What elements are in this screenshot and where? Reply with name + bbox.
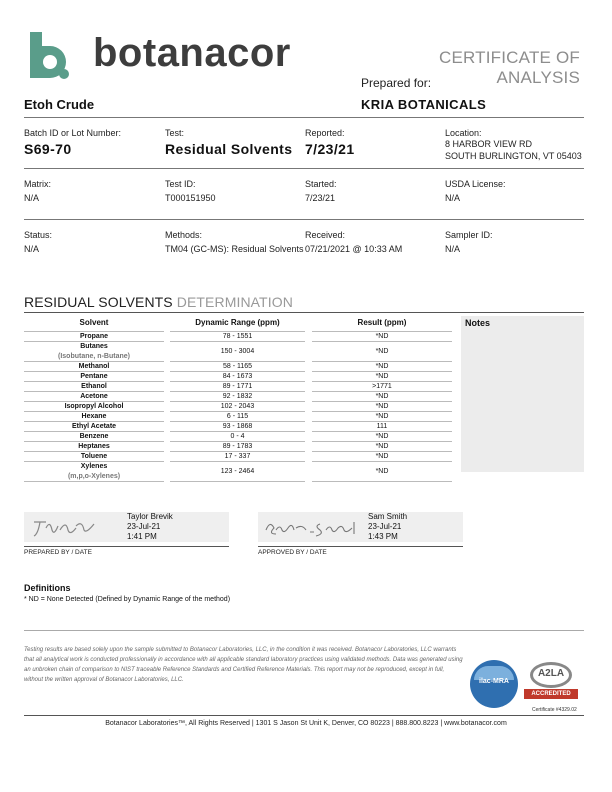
matrix-value: N/A	[24, 193, 40, 203]
prepared-signature-image	[30, 514, 100, 540]
solvent-name: Butanes	[80, 343, 108, 350]
definitions-title: Definitions	[24, 583, 71, 593]
row-divider	[312, 481, 452, 482]
reported-value: 7/23/21	[305, 141, 355, 157]
sampler-label: Sampler ID:	[445, 230, 493, 240]
result-value: *ND	[375, 363, 389, 370]
divider	[24, 630, 584, 631]
approved-time: 1:43 PM	[368, 532, 398, 541]
started-value: 7/23/21	[305, 193, 336, 203]
location-line1: 8 HARBOR VIEW RD	[445, 139, 533, 149]
usda-value: N/A	[445, 193, 461, 203]
ilac-logo-text: ilac-MRA	[479, 678, 509, 685]
dynamic-range: 89 - 1783	[222, 443, 253, 450]
a2la-logo-text: A2LA	[537, 668, 565, 679]
approved-date: 23-Jul-21	[368, 522, 402, 531]
result-value: *ND	[375, 333, 389, 340]
matrix-label: Matrix:	[24, 179, 51, 189]
solvent-name: Ethanol	[81, 383, 107, 390]
batch-value: S69-70	[24, 141, 72, 157]
row-divider	[312, 461, 452, 462]
testid-value: T000151950	[165, 193, 216, 203]
divider	[24, 168, 584, 169]
divider	[24, 117, 584, 118]
solvent-name: Xylenes	[80, 463, 108, 470]
dynamic-range: 0 - 4	[230, 433, 245, 440]
received-label: Received:	[305, 230, 346, 240]
notes-title: Notes	[465, 318, 491, 328]
row-divider	[170, 461, 305, 462]
test-value: Residual Solvents	[165, 141, 293, 157]
result-value: *ND	[375, 413, 389, 420]
section-title-sub: DETERMINATION	[176, 294, 293, 310]
approved-signature-image	[262, 514, 362, 540]
solvent-name: Toluene	[80, 453, 108, 460]
solvent-name: Benzene	[79, 433, 109, 440]
a2la-logo	[524, 662, 578, 702]
prepared-date: 23-Jul-21	[127, 522, 161, 531]
prepared-by-label: PREPARED BY / DATE	[24, 549, 92, 556]
ilac-mra-logo	[470, 660, 518, 708]
started-label: Started:	[305, 179, 337, 189]
result-value: *ND	[375, 468, 389, 475]
prepared-time: 1:41 PM	[127, 532, 157, 541]
dynamic-range: 123 - 2464	[220, 468, 255, 475]
solvent-name: Acetone	[80, 393, 108, 400]
definitions-text: * ND = None Detected (Defined by Dynamic Range of the method)	[24, 596, 231, 603]
section-title-main: RESIDUAL SOLVENTS	[24, 294, 173, 310]
divider	[24, 312, 584, 313]
location-label: Location:	[445, 128, 482, 138]
col-header-solvent: Solvent	[79, 318, 109, 327]
divider	[24, 546, 229, 547]
dynamic-range: 93 - 1868	[222, 423, 253, 430]
result-value: 111	[376, 423, 388, 430]
solvent-name: Pentane	[80, 373, 108, 380]
botanacor-logo-icon	[24, 30, 76, 82]
solvent-name: Methanol	[78, 363, 110, 370]
approved-by-label: APPROVED BY / DATE	[258, 549, 327, 556]
dynamic-range: 58 - 1165	[222, 363, 253, 370]
received-value: 07/21/2021 @ 10:33 AM	[305, 244, 403, 254]
dynamic-range: 150 - 3004	[220, 348, 255, 355]
test-label: Test:	[165, 128, 185, 138]
result-value: *ND	[375, 403, 389, 410]
solvent-name: Isopropyl Alcohol	[64, 403, 124, 410]
methods-value: TM04 (GC-MS): Residual Solvents	[165, 244, 304, 254]
row-divider	[170, 341, 305, 342]
location-line2: SOUTH BURLINGTON, VT 05403	[445, 151, 582, 161]
status-value: N/A	[24, 244, 40, 254]
dynamic-range: 89 - 1771	[222, 383, 253, 390]
methods-label: Methods:	[165, 230, 203, 240]
dynamic-range: 78 - 1551	[222, 333, 253, 340]
result-value: *ND	[375, 453, 389, 460]
solvent-name: Heptanes	[78, 443, 110, 450]
result-value: *ND	[375, 433, 389, 440]
col-header-range: Dynamic Range (ppm)	[195, 318, 280, 327]
product-name: Etoh Crude	[24, 97, 95, 112]
batch-label: Batch ID or Lot Number:	[24, 128, 122, 138]
divider	[24, 219, 584, 220]
divider	[258, 546, 463, 547]
accredited-badge: ACCREDITED	[524, 689, 578, 699]
col-header-result: Result (ppm)	[357, 318, 407, 327]
result-value: *ND	[375, 393, 389, 400]
reported-label: Reported:	[305, 128, 345, 138]
testid-label: Test ID:	[165, 179, 196, 189]
dynamic-range: 102 - 2043	[220, 403, 255, 410]
approved-name: Sam Smith	[368, 512, 408, 521]
notes-box	[461, 316, 584, 472]
solvent-name: Ethyl Acetate	[71, 423, 117, 430]
solvent-name: Hexane	[81, 413, 107, 420]
section-title	[24, 294, 293, 310]
solvent-name: Propane	[79, 333, 108, 340]
brand-name: botanacor	[93, 31, 291, 75]
disclaimer-text: Testing results are based solely upon the sample submitted to Botanacor Laboratories, LLC, in the condition it was received. Botanacor Laboratories, LLC warrants that all analytical work is conducted professionally in accordance with all applicable standard laboratory practices using validated methods. Data was generated using an unbroken chain of comparison to NIST traceable Reference Standards and Certified Reference Materials. This report may not be reproduced, except in full, without the written approval of Botanacor Laboratories, LLC.	[24, 647, 463, 683]
solvent-subname: (Isobutane, n-Butane)	[58, 353, 130, 360]
divider	[24, 715, 584, 716]
row-divider	[312, 341, 452, 342]
status-label: Status:	[24, 230, 53, 240]
prepared-for-label: Prepared for:	[361, 76, 432, 90]
result-value: *ND	[375, 348, 389, 355]
document-title: CERTIFICATE OF ANALYSIS	[438, 48, 580, 87]
prepared-name: Taylor Brevik	[127, 512, 173, 521]
dynamic-range: 92 - 1832	[222, 393, 253, 400]
result-value: >1771	[372, 383, 392, 390]
result-value: *ND	[375, 373, 389, 380]
sampler-value: N/A	[445, 244, 461, 254]
dynamic-range: 17 - 337	[224, 453, 251, 460]
client-name: KRIA BOTANICALS	[361, 97, 487, 112]
row-divider	[24, 481, 164, 482]
row-divider	[170, 481, 305, 482]
footer-text: Botanacor Laboratories™, All Rights Reserved | 1301 S Jason St Unit K, Denver, CO 80223 | 888.800.8223 | www.botanacor.com	[105, 720, 507, 727]
dynamic-range: 6 - 115	[226, 413, 249, 420]
usda-label: USDA License:	[445, 179, 506, 189]
dynamic-range: 84 - 1673	[222, 373, 253, 380]
certificate-number: Certificate #4329.02	[532, 707, 577, 713]
solvent-subname: (m,p,o-Xylenes)	[67, 473, 121, 480]
result-value: *ND	[375, 443, 389, 450]
